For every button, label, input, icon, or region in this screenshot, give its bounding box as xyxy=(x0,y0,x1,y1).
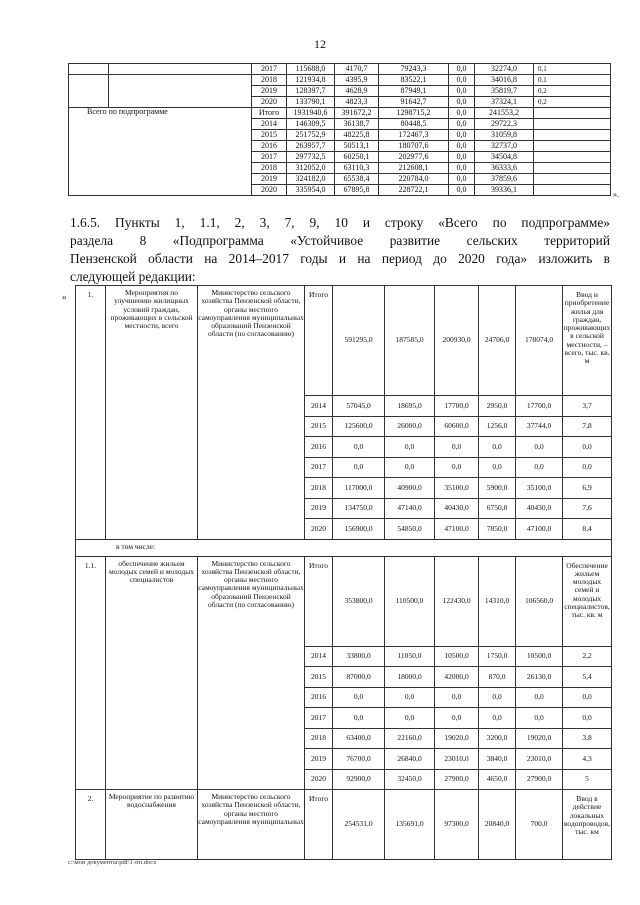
table-cell: 156900,0 xyxy=(333,519,385,540)
table-cell: 0,0 xyxy=(563,708,612,729)
table-cell: 2020 xyxy=(252,97,287,108)
table-cell: 50513,1 xyxy=(335,141,379,152)
table-cell: 67895,8 xyxy=(335,185,379,196)
table-cell: 54850,0 xyxy=(385,519,435,540)
table-cell: 0,0 xyxy=(449,152,475,163)
table-cell: 2020 xyxy=(252,185,287,196)
table-cell: 40900,0 xyxy=(385,478,435,499)
table-cell: 110500,0 xyxy=(385,556,435,646)
table-cell: 18695,0 xyxy=(385,396,435,417)
table-cell: 18000,0 xyxy=(385,667,435,688)
empty-cell xyxy=(534,163,611,174)
empty-cell xyxy=(69,75,109,86)
instruction-paragraph xyxy=(70,214,610,286)
table-cell: 0,0 xyxy=(516,457,563,478)
empty-cell xyxy=(109,86,252,97)
itogo-label: Итого xyxy=(305,286,333,396)
empty-cell xyxy=(69,86,109,97)
table-row xyxy=(69,97,611,108)
table-cell: 2018 xyxy=(252,163,287,174)
table-cell: 1931940,6 xyxy=(287,108,335,119)
table-cell: 3,7 xyxy=(563,396,612,417)
table-cell: 2017 xyxy=(252,64,287,75)
end-quote-mark: ». xyxy=(613,190,619,199)
table-cell: 14310,0 xyxy=(479,556,516,646)
table-cell: 3840,0 xyxy=(479,749,516,770)
table-cell: 32737,0 xyxy=(475,141,534,152)
year-cell: 2018 xyxy=(305,728,333,749)
empty-cell xyxy=(109,64,252,75)
table-cell: 34504,8 xyxy=(475,152,534,163)
table-cell: 37859,6 xyxy=(475,174,534,185)
table-cell: 0,0 xyxy=(333,437,385,458)
table-cell: 32450,0 xyxy=(385,769,435,790)
empty-cell xyxy=(69,64,109,75)
table-cell: 35100,0 xyxy=(435,478,479,499)
table-row xyxy=(76,539,612,556)
table-cell: 2950,0 xyxy=(479,396,516,417)
itogo-label: Итого xyxy=(305,556,333,646)
year-cell: 2019 xyxy=(305,498,333,519)
table-cell: 83522,1 xyxy=(379,75,449,86)
table-cell: 48225,8 xyxy=(335,130,379,141)
table-cell: 202977,6 xyxy=(379,152,449,163)
table-cell: 65538,4 xyxy=(335,174,379,185)
table-cell: 29722,3 xyxy=(475,119,534,130)
empty-cell xyxy=(534,119,611,130)
table-cell: 23010,0 xyxy=(516,749,563,770)
table-cell: 79243,3 xyxy=(379,64,449,75)
table-cell: 8,4 xyxy=(563,519,612,540)
table-cell: 39336,1 xyxy=(475,185,534,196)
table-cell: 0,0 xyxy=(479,708,516,729)
table-cell: 335954,0 xyxy=(287,185,335,196)
executor: Министерство сельского хозяйства Пензенской области, органы местного самоуправления муниципальных xyxy=(198,790,305,860)
executor: Министерство сельского хозяйства Пензенской области, органы местного самоуправления муниципальных образований Пензенской области (по согласованию) xyxy=(198,556,305,790)
table-cell: 2017 xyxy=(252,152,287,163)
table-cell: 0,0 xyxy=(449,119,475,130)
table-cell: 2016 xyxy=(252,141,287,152)
table-cell: 47100,0 xyxy=(435,519,479,540)
table-cell: 121934,8 xyxy=(287,75,335,86)
year-cell: 2020 xyxy=(305,769,333,790)
table-cell: 228722,1 xyxy=(379,185,449,196)
table-cell: 178074,0 xyxy=(516,286,563,396)
table-cell: 6,9 xyxy=(563,478,612,499)
table-cell: 60600,0 xyxy=(435,416,479,437)
table-cell: 263957,7 xyxy=(287,141,335,152)
table-cell: 42000,0 xyxy=(435,667,479,688)
table-cell: 27900,0 xyxy=(435,769,479,790)
page-number: 12 xyxy=(314,37,326,51)
table-cell: 35100,0 xyxy=(516,478,563,499)
table-cell: 7,6 xyxy=(563,498,612,519)
table-cell: 92900,0 xyxy=(333,769,385,790)
table-cell: 76700,0 xyxy=(333,749,385,770)
open-quote-mark: « xyxy=(62,292,67,302)
table-cell: 63400,0 xyxy=(333,728,385,749)
item-number: 1. xyxy=(76,286,106,540)
item-number: 2. xyxy=(76,790,106,860)
table-cell: 0,0 xyxy=(449,130,475,141)
table-cell: 117000,0 xyxy=(333,478,385,499)
table-cell: 0,0 xyxy=(479,457,516,478)
table-cell: 0,0 xyxy=(385,457,435,478)
total-label: Всего по подпрограмме xyxy=(69,108,252,196)
year-cell: 2020 xyxy=(305,519,333,540)
table-cell: 133790,1 xyxy=(287,97,335,108)
table-cell: 0,0 xyxy=(435,708,479,729)
table-cell: 0,0 xyxy=(449,75,475,86)
year-cell: 2017 xyxy=(305,708,333,729)
year-cell: 2015 xyxy=(305,416,333,437)
paragraph-line: Пензенской области на 2014–2017 годы и на период до 2020 года» изложить в xyxy=(70,251,610,266)
table-cell: 0,0 xyxy=(449,108,475,119)
table-row xyxy=(69,64,611,75)
table-cell: 391672,2 xyxy=(335,108,379,119)
table-cell: 0,0 xyxy=(449,185,475,196)
table-cell: 5900,0 xyxy=(479,478,516,499)
table-cell: 115688,0 xyxy=(287,64,335,75)
empty-cell xyxy=(109,97,252,108)
table-cell: 297732,5 xyxy=(287,152,335,163)
paragraph-line: раздела 8 «Подпрограмма «Устойчивое развитие сельских территорий xyxy=(70,233,610,248)
table-cell: 40430,0 xyxy=(516,498,563,519)
table-row xyxy=(69,108,611,119)
table-cell: 0,0 xyxy=(563,437,612,458)
empty-cell xyxy=(534,130,611,141)
empty-cell xyxy=(534,108,611,119)
table-cell: 4395,9 xyxy=(335,75,379,86)
table-cell: 870,0 xyxy=(479,667,516,688)
year-cell: 2015 xyxy=(305,667,333,688)
table-cell: 2014 xyxy=(252,119,287,130)
year-cell: 2017 xyxy=(305,457,333,478)
table-cell: 5 xyxy=(563,769,612,790)
paragraph-line: 1.6.5. Пункты 1, 1.1, 2, 3, 7, 9, 10 и строку «Всего по подпрограмме» xyxy=(70,215,610,230)
table-cell: 63110,3 xyxy=(335,163,379,174)
table-cell: 37744,0 xyxy=(516,416,563,437)
table-cell: 19020,0 xyxy=(435,728,479,749)
table-cell: 5,4 xyxy=(563,667,612,688)
indicator: Обеспечение жильем молодых семей и молодых специалистов, тыс. кв. м xyxy=(563,556,612,646)
table-cell: 0,0 xyxy=(385,687,435,708)
table-cell: 0,1 xyxy=(534,75,611,86)
table-cell: 591295,0 xyxy=(333,286,385,396)
table-cell: 0,0 xyxy=(449,64,475,75)
empty-cell xyxy=(534,174,611,185)
table-cell: 0,0 xyxy=(333,457,385,478)
table-cell: 97300,0 xyxy=(435,790,479,860)
table-cell: 34016,8 xyxy=(475,75,534,86)
table-row xyxy=(76,286,612,396)
table-cell: 0,0 xyxy=(516,687,563,708)
table-cell: 128397,7 xyxy=(287,86,335,97)
table-cell: 0,0 xyxy=(516,708,563,729)
table-cell: 241553,2 xyxy=(475,108,534,119)
table-cell: 47100,0 xyxy=(516,519,563,540)
table-cell: 0,0 xyxy=(449,163,475,174)
table-cell: 47140,0 xyxy=(385,498,435,519)
in-that-number: в том числе: xyxy=(76,539,612,556)
empty-cell xyxy=(69,97,109,108)
year-cell: 2016 xyxy=(305,437,333,458)
table-cell: 22160,0 xyxy=(385,728,435,749)
table-cell: 2015 xyxy=(252,130,287,141)
item-number: 1.1. xyxy=(76,556,106,790)
table-cell: 0,2 xyxy=(534,86,611,97)
table-cell: 0,0 xyxy=(385,708,435,729)
indicator: Ввод и приобретение жилья для граждан, проживающих в сельской местности, – всего, тыс. кв. м xyxy=(563,286,612,396)
table-cell: 2018 xyxy=(252,75,287,86)
subprogram-measures-table xyxy=(75,285,612,860)
table-cell: 0,0 xyxy=(385,437,435,458)
table-cell: 40430,0 xyxy=(435,498,479,519)
table-cell: 4823,3 xyxy=(335,97,379,108)
table-cell: 0,0 xyxy=(435,687,479,708)
table-row xyxy=(69,86,611,97)
table-cell: 26000,0 xyxy=(385,416,435,437)
table-cell: 0,0 xyxy=(435,457,479,478)
table-cell: 0,0 xyxy=(333,687,385,708)
indicator: Ввод в действие локальных водопроводов, тыс. км xyxy=(563,790,612,860)
table-cell: 36333,6 xyxy=(475,163,534,174)
table-row xyxy=(76,556,612,646)
table-cell: 37324,1 xyxy=(475,97,534,108)
table-cell: 0,0 xyxy=(563,457,612,478)
table-cell: 324182,0 xyxy=(287,174,335,185)
itogo-label: Итого xyxy=(305,790,333,860)
table-cell: 0,0 xyxy=(449,141,475,152)
table-cell: 19020,0 xyxy=(516,728,563,749)
table-cell: 254531,0 xyxy=(333,790,385,860)
table-cell: 212608,1 xyxy=(379,163,449,174)
table-cell: 17700,0 xyxy=(435,396,479,417)
table-cell: 220784,0 xyxy=(379,174,449,185)
item-name: Мероприятия по улучшению жилищных условий граждан, проживающих в сельской местности, всего xyxy=(106,286,198,540)
table-cell: 27900,0 xyxy=(516,769,563,790)
table-cell: 11050,0 xyxy=(385,646,435,667)
table-cell: 31059,8 xyxy=(475,130,534,141)
table-cell: 20840,0 xyxy=(479,790,516,860)
table-cell: 187585,0 xyxy=(385,286,435,396)
table-cell: 0,0 xyxy=(479,437,516,458)
table-cell: 24706,0 xyxy=(479,286,516,396)
table-cell: 33800,0 xyxy=(333,646,385,667)
table-cell: 35819,7 xyxy=(475,86,534,97)
table-cell: 0,0 xyxy=(449,86,475,97)
table-cell: 172467,3 xyxy=(379,130,449,141)
table-cell: 135691,0 xyxy=(385,790,435,860)
table-cell: 0,0 xyxy=(563,687,612,708)
table-cell: 10500,0 xyxy=(435,646,479,667)
table-cell: 353800,0 xyxy=(333,556,385,646)
table-cell: 7850,0 xyxy=(479,519,516,540)
empty-cell xyxy=(534,141,611,152)
table-cell: 0,1 xyxy=(534,64,611,75)
table-cell: 1298715,2 xyxy=(379,108,449,119)
table-cell: 2019 xyxy=(252,86,287,97)
top-summary-table xyxy=(68,63,611,196)
table-row xyxy=(76,790,612,860)
empty-cell xyxy=(534,152,611,163)
table-cell: Итого xyxy=(252,108,287,119)
table-row xyxy=(69,75,611,86)
table-cell: 23010,0 xyxy=(435,749,479,770)
item-name: обеспечение жильем молодых семей и молодых специалистов xyxy=(106,556,198,790)
file-path-footer: c:\мои документы\pdf\1-пп.docx xyxy=(68,859,157,866)
table-cell: 4170,7 xyxy=(335,64,379,75)
table-cell: 26130,0 xyxy=(516,667,563,688)
table-cell: 200930,0 xyxy=(435,286,479,396)
year-cell: 2016 xyxy=(305,687,333,708)
table-cell: 60250,1 xyxy=(335,152,379,163)
table-cell: 2019 xyxy=(252,174,287,185)
table-cell: 0,0 xyxy=(479,687,516,708)
table-cell: 91642,7 xyxy=(379,97,449,108)
executor: Министерство сельского хозяйства Пензенской области, органы местного самоуправления муниципальных образований Пензенской области (по согласованию) xyxy=(198,286,305,540)
table-cell: 26840,0 xyxy=(385,749,435,770)
table-cell: 125600,0 xyxy=(333,416,385,437)
table-cell: 80448,5 xyxy=(379,119,449,130)
table-cell: 7,8 xyxy=(563,416,612,437)
table-cell: 32274,0 xyxy=(475,64,534,75)
year-cell: 2019 xyxy=(305,749,333,770)
table-cell: 0,0 xyxy=(435,437,479,458)
table-cell: 312052,0 xyxy=(287,163,335,174)
table-cell: 106560,0 xyxy=(516,556,563,646)
table-cell: 57045,0 xyxy=(333,396,385,417)
table-cell: 134750,0 xyxy=(333,498,385,519)
table-cell: 180707,6 xyxy=(379,141,449,152)
empty-cell xyxy=(109,75,252,86)
table-cell: 0,0 xyxy=(516,437,563,458)
table-cell: 4628,9 xyxy=(335,86,379,97)
item-name: Мероприятие по развитию водоснабжения xyxy=(106,790,198,860)
paragraph-line: следующей редакции: xyxy=(70,269,196,284)
year-cell: 2018 xyxy=(305,478,333,499)
table-cell: 700,0 xyxy=(516,790,563,860)
table-cell: 251752,9 xyxy=(287,130,335,141)
table-cell: 0,0 xyxy=(333,708,385,729)
table-cell: 1750,0 xyxy=(479,646,516,667)
table-cell: 0,0 xyxy=(449,97,475,108)
table-cell: 3200,0 xyxy=(479,728,516,749)
table-cell: 146309,5 xyxy=(287,119,335,130)
table-cell: 0,2 xyxy=(534,97,611,108)
table-cell: 4650,0 xyxy=(479,769,516,790)
empty-cell xyxy=(534,185,611,196)
table-cell: 6750,0 xyxy=(479,498,516,519)
table-cell: 87949,1 xyxy=(379,86,449,97)
table-cell: 2,2 xyxy=(563,646,612,667)
year-cell: 2014 xyxy=(305,646,333,667)
table-cell: 4,3 xyxy=(563,749,612,770)
table-cell: 17700,0 xyxy=(516,396,563,417)
table-cell: 10500,0 xyxy=(516,646,563,667)
table-cell: 122430,0 xyxy=(435,556,479,646)
table-cell: 1256,0 xyxy=(479,416,516,437)
year-cell: 2014 xyxy=(305,396,333,417)
table-cell: 87000,0 xyxy=(333,667,385,688)
table-cell: 36138,7 xyxy=(335,119,379,130)
table-cell: 0,0 xyxy=(449,174,475,185)
table-cell: 3,8 xyxy=(563,728,612,749)
